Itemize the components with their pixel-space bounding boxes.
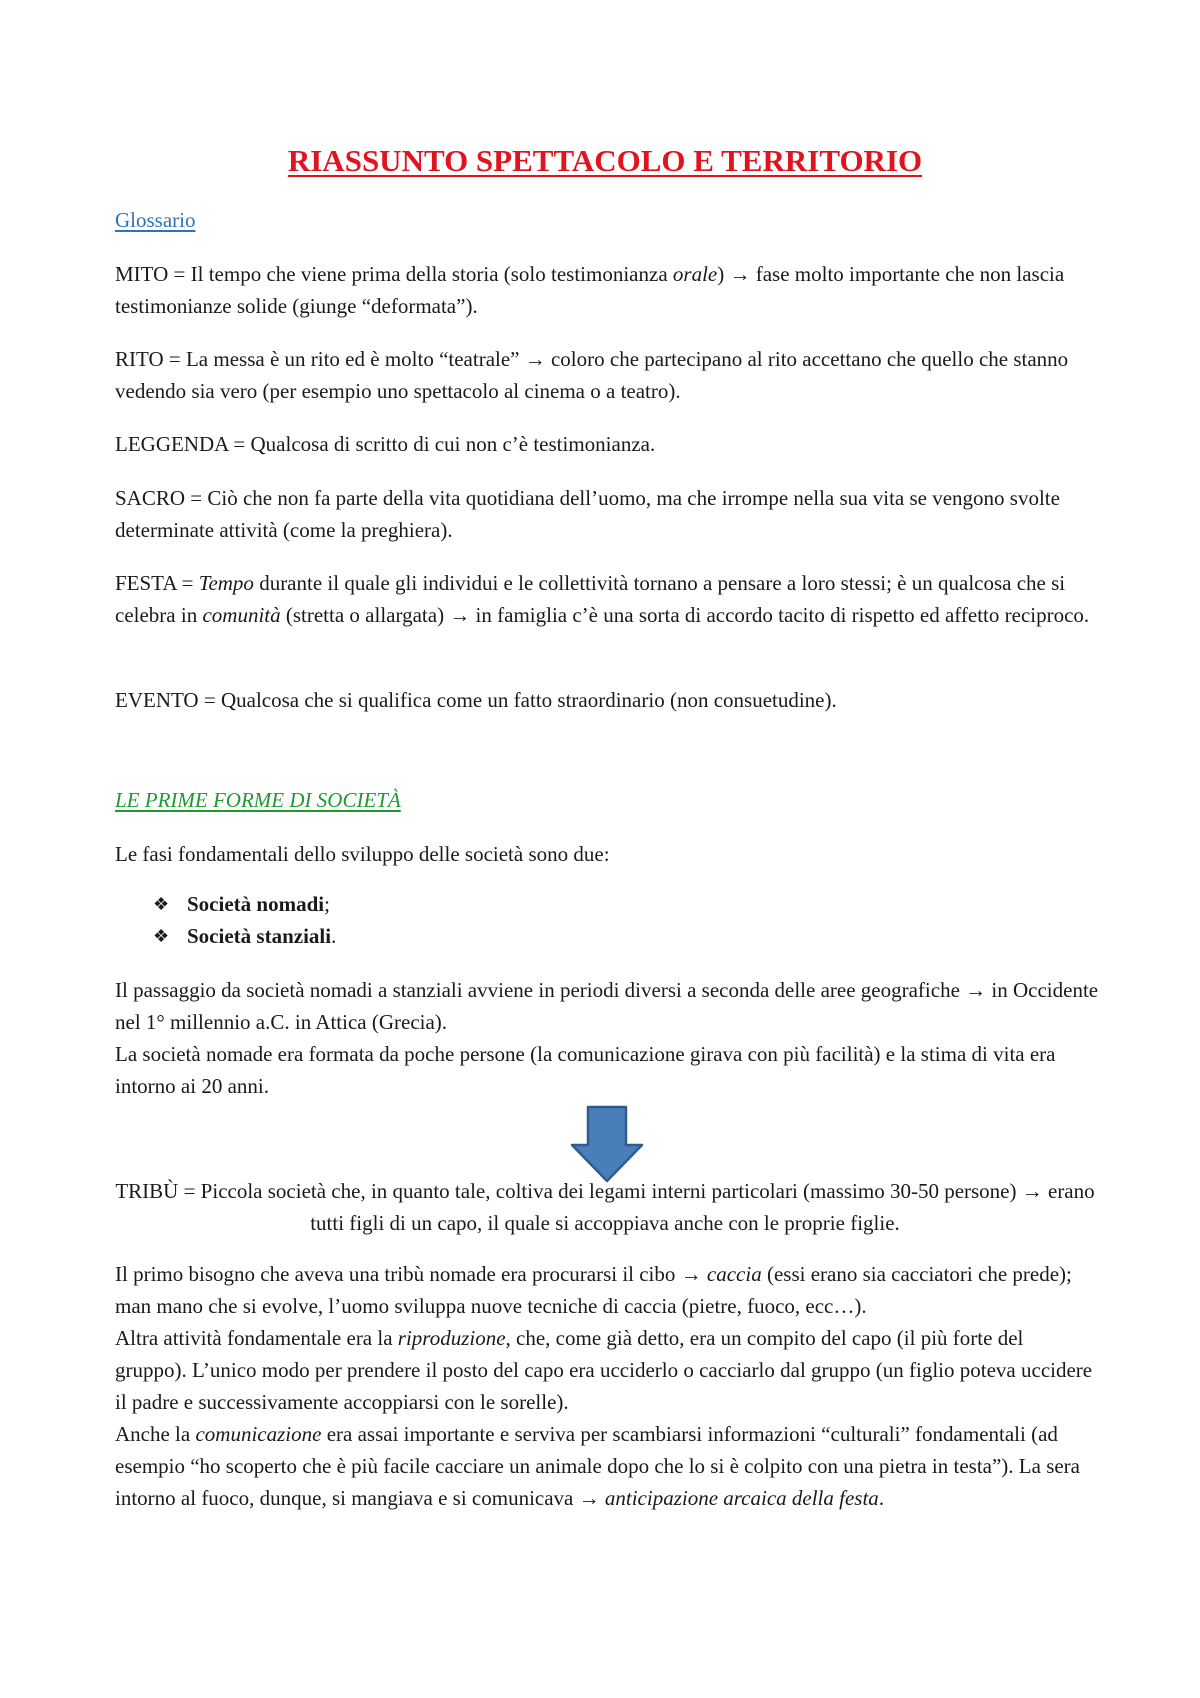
paragraph-tribu-needs: Il primo bisogno che aveva una tribù nomade era procurarsi il cibo → caccia (essi erano sia cacciatori che prede); man mano che si evolve, l’uomo sviluppa nuove tecniche di caccia (pietre, fuoco, ecc…). Altra attività fondamentale era la riproduzione, che, come già detto, era un compito del capo (il più forte del gruppo). L’unico modo per prendere il posto del capo era ucciderlo o cacciarlo dal gruppo (un figlio poteva uccidere il padre e successivamente accoppiarsi con le sorelle). Anche la comunicazione era assai importante e serviva per scambiarsi informazioni “culturali” fondamentali (ad esempio “ho scoperto che è più facile cacciare un animale dopo che lo si è colpito con una pietra in testa”). La sera intorno al fuoco, dunque, si mangiava e si comunicava → anticipazione arcaica della festa. [115, 1262, 1093, 1510]
list-item: ❖ Società nomadi ; [153, 888, 336, 920]
glossary-term: EVENTO [115, 688, 199, 712]
glossary-entry-evento: EVENTO = Qualcosa che si qualifica come un fatto straordinario (non consuetudine). [115, 688, 837, 712]
section-heading: LE PRIME FORME DI SOCIETÀ [115, 788, 401, 812]
glossary-term: MITO [115, 262, 169, 286]
document-title: RIASSUNTO SPETTACOLO E TERRITORIO [287, 143, 923, 178]
glossary-entry-leggenda: LEGGENDA = Qualcosa di scritto di cui non c’è testimonianza. [115, 432, 656, 456]
glossary-entry-mito: MITO = Il tempo che viene prima della storia (solo testimonianza orale) → fase molto importante che non lascia testimonianze solide (giunge “deformata”). [115, 262, 1065, 318]
paragraph-passaggio: Il passaggio da società nomadi a stanziali avviene in periodi diversi a seconda delle aree geografiche → in Occidente nel 1° millennio a.C. in Attica (Grecia). La società nomade era formata da poche persone (la comunicazione girava con più facilità) e la stima di vita era intorno ai 20 anni. [115, 978, 1099, 1098]
diamond-bullet-icon: ❖ [153, 926, 170, 946]
glossary-term: FESTA [115, 571, 177, 595]
tribu-definition: TRIBÙ = Piccola società che, in quanto tale, coltiva dei legami interni particolari (massimo 30-50 persone) → erano tutti figli di un capo, il quale si accoppiava anche con le proprie figlie. [115, 1179, 1095, 1235]
glossary-entry-rito: RITO = La messa è un rito ed è molto “teatrale” → coloro che partecipano al rito accettano che quello che stanno vedendo sia vero (per esempio uno spettacolo al cinema o a teatro). [115, 347, 1069, 403]
down-arrow-icon [570, 1105, 644, 1183]
glossary-term: SACRO [115, 486, 186, 510]
glossary-term: LEGGENDA [115, 432, 229, 456]
glossary-entry-festa: FESTA = Tempo durante il quale gli individui e le collettività tornano a pensare a loro stessi; è un qualcosa che si celebra in comunità (stretta o allargata) → in famiglia c’è una sorta di accordo tacito di rispetto ed affetto reciproco. [115, 571, 1090, 627]
diamond-bullet-icon: ❖ [153, 894, 170, 914]
glossary-heading: Glossario [115, 208, 196, 232]
society-list [153, 888, 336, 952]
list-item: ❖ Società stanziali . [153, 920, 336, 952]
glossary-term: RITO [115, 347, 164, 371]
glossary-entry-sacro: SACRO = Ciò che non fa parte della vita quotidiana dell’uomo, ma che irrompe nella sua vita se vengono svolte determinate attività (come la preghiera). [115, 486, 1060, 542]
section-intro: Le fasi fondamentali dello sviluppo delle società sono due: [115, 842, 610, 866]
